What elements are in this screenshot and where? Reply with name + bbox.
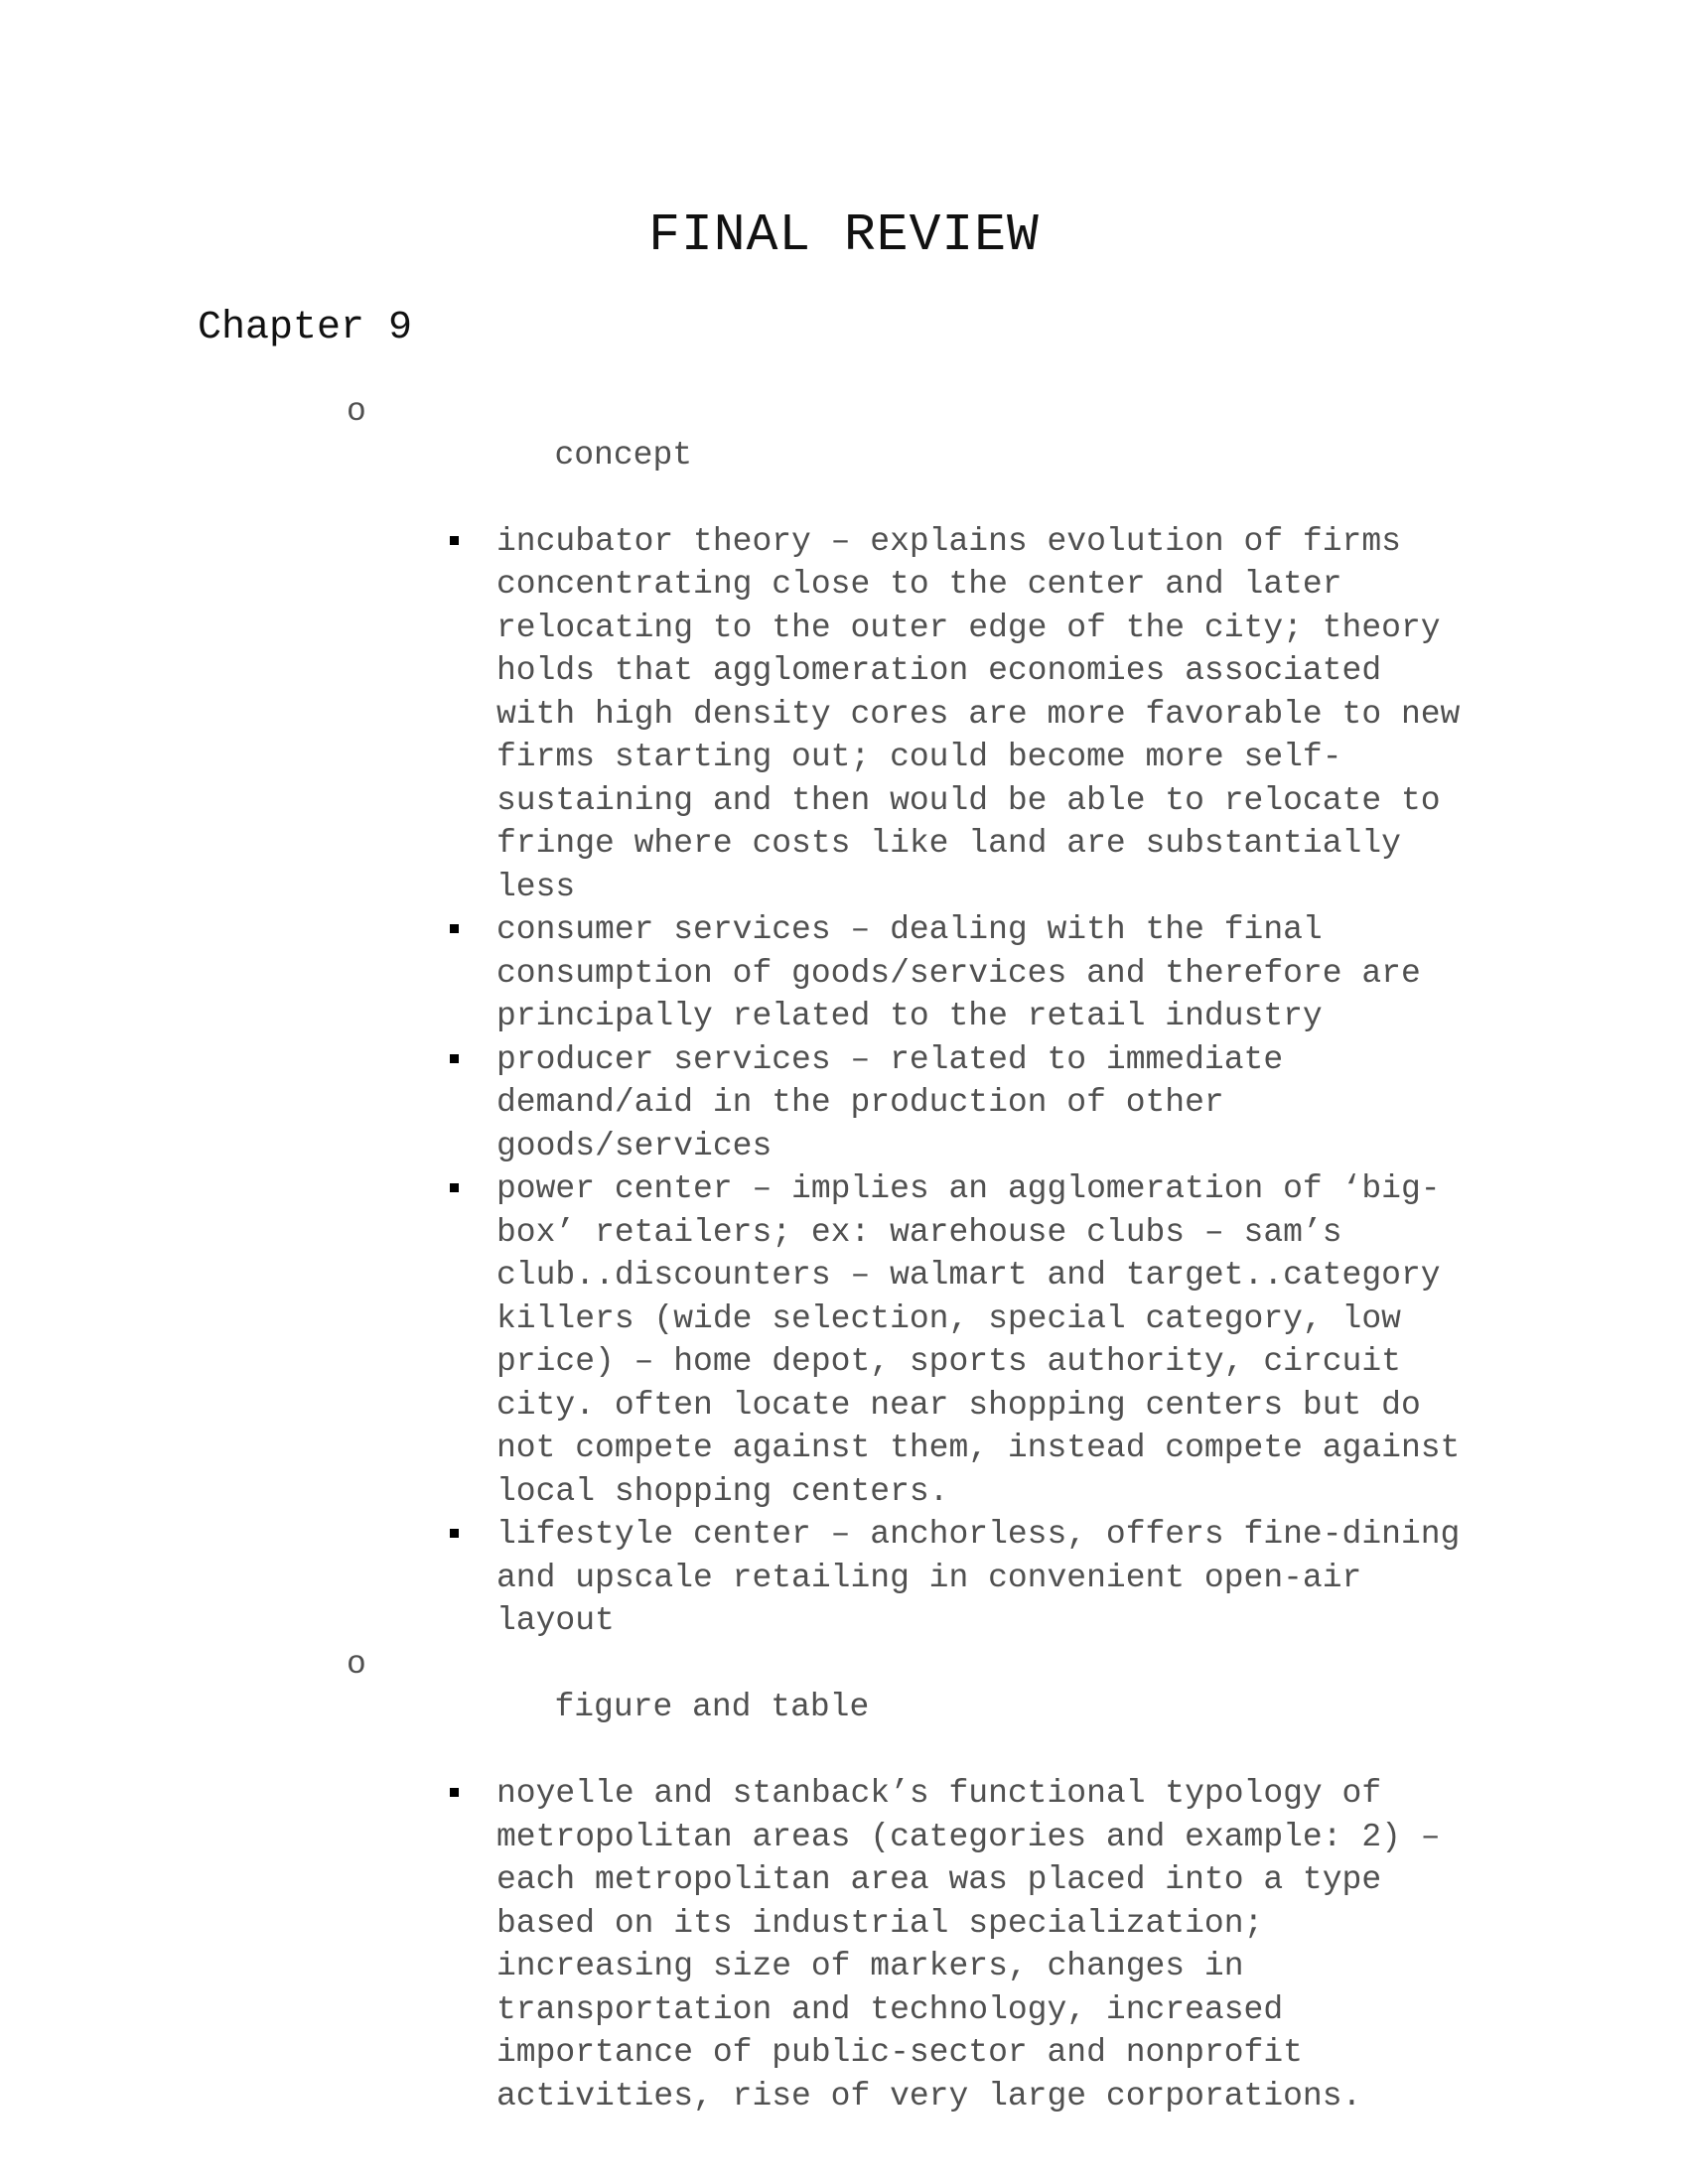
text-line: based on its industrial specialization;: [496, 1904, 1264, 1942]
text-line: metropolitan areas (categories and example: 2) –: [496, 1818, 1441, 1855]
text-line: activities, rise of very large corporations.: [496, 2077, 1362, 2115]
document-title: FINAL REVIEW: [648, 205, 1040, 265]
text-line: importance of public-sector and nonprofit: [496, 2034, 1303, 2071]
text-line: less: [496, 868, 576, 905]
text-line: club..discounters – walmart and target..category: [496, 1257, 1441, 1294]
text-line: box’ retailers; ex: warehouse clubs – sam’s: [496, 1213, 1342, 1251]
text-line: transportation and technology, increased: [496, 1990, 1284, 2028]
list-item: [0, 908, 1489, 1038]
outline-section-figure-and-table: [0, 1643, 1688, 2118]
list-item: [0, 520, 1489, 909]
text-line: demand/aid in the production of other: [496, 1084, 1224, 1121]
text-line: sustaining and then would be able to relocate to: [496, 781, 1441, 819]
text-line: power center – implies an agglomeration of ‘big-: [496, 1170, 1441, 1207]
square-bullet-icon: [450, 1054, 459, 1063]
text-line: and upscale retailing in convenient open-air: [496, 1559, 1362, 1596]
circle-bullet-icon: o: [347, 393, 366, 430]
text-line: consumer services – dealing with the final: [496, 911, 1323, 948]
circle-bullet-icon: o: [347, 1645, 366, 1683]
square-bullet-icon: [450, 536, 459, 545]
list-item: [0, 1772, 1489, 2117]
square-bullet-icon: [450, 924, 459, 933]
section-heading-row: [0, 390, 1688, 520]
text-line: local shopping centers.: [496, 1472, 949, 1510]
text-line: not compete against them, instead compete against: [496, 1430, 1461, 1466]
text-line: goods/services: [496, 1127, 773, 1164]
list-item: [0, 1038, 1489, 1168]
text-line: firms starting out; could become more self-: [496, 739, 1342, 775]
square-bullet-icon: [450, 1788, 459, 1797]
text-line: with high density cores are more favorable to new: [496, 695, 1461, 733]
bullet-list: [0, 520, 1688, 1643]
section-heading: figure and table: [554, 1689, 870, 1725]
text-line: city. often locate near shopping centers but do: [496, 1386, 1421, 1424]
text-line: fringe where costs like land are substantially: [496, 825, 1401, 862]
text-line: noyelle and stanback’s functional typology of: [496, 1775, 1382, 1812]
text-line: layout: [496, 1602, 615, 1639]
section-heading-row: [0, 1643, 1688, 1773]
bullet-list: [0, 1772, 1688, 2117]
text-line: consumption of goods/services and therefore are: [496, 954, 1421, 992]
square-bullet-icon: [450, 1183, 459, 1192]
text-line: each metropolitan area was placed into a type: [496, 1861, 1382, 1898]
list-item: [0, 1167, 1489, 1513]
text-line: holds that agglomeration economies associated: [496, 652, 1382, 689]
chapter-heading: Chapter 9: [198, 306, 413, 350]
text-line: concentrating close to the center and later: [496, 566, 1342, 603]
text-line: principally related to the retail industry: [496, 998, 1323, 1034]
section-heading: concept: [554, 436, 693, 474]
outline-section-concept: [0, 390, 1688, 1643]
text-line: increasing size of markers, changes in: [496, 1948, 1244, 1984]
text-line: relocating to the outer edge of the city; theory: [496, 609, 1441, 646]
square-bullet-icon: [450, 1529, 459, 1538]
text-line: killers (wide selection, special category, low: [496, 1299, 1401, 1337]
text-line: incubator theory – explains evolution of firms: [496, 522, 1401, 560]
text-line: producer services – related to immediate: [496, 1040, 1284, 1078]
text-line: lifestyle center – anchorless, offers fine-dining: [496, 1516, 1461, 1553]
text-line: price) – home depot, sports authority, circuit: [496, 1343, 1401, 1380]
outline: [0, 390, 1688, 2117]
list-item: [0, 1513, 1489, 1643]
